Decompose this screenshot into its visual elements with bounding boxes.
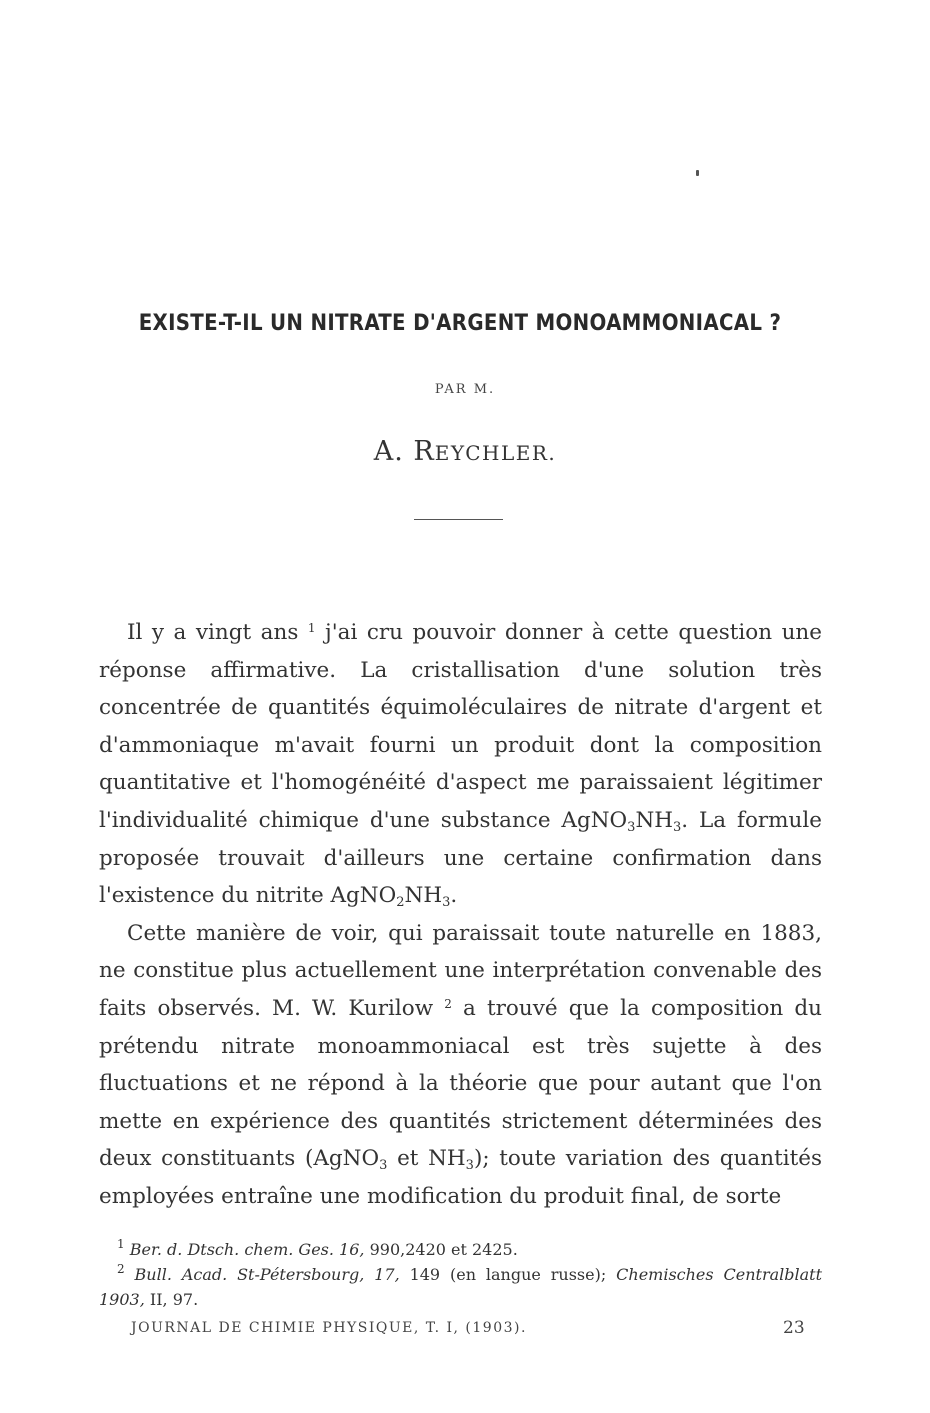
footnote-1	[99, 1237, 822, 1262]
paragraph-1	[99, 614, 822, 915]
text-run: a trouvé que la composition du prétendu nitrate monoammoniacal est très sujette à des fluctuations et ne répond à la théorie que pour autant que l'on mette en expérience des quantités strictement déterminées des deux constituants (AgNO	[99, 995, 823, 1172]
text-run: Cette manière de voir, qui paraissait toute naturelle en 1883, ne constitue plus actuellement une interprétation convenable des faits observés. M. W. Kurilow	[99, 920, 822, 1021]
footnote-mark: 1	[117, 1237, 125, 1251]
paragraph-2	[99, 915, 822, 1216]
subscript: 3	[673, 819, 682, 835]
byline: PAR M.	[434, 382, 496, 397]
subscript: 3	[442, 895, 451, 911]
citation-detail: 149 (en langue russe);	[399, 1265, 617, 1284]
subscript: 3	[627, 819, 636, 835]
running-footer: JOURNAL DE CHIMIE PHYSIQUE, T. I, (1903).	[131, 1320, 527, 1336]
subscript: 2	[396, 895, 405, 911]
text-run: et NH	[387, 1146, 466, 1172]
citation-source: Ber. d. Dtsch. chem. Ges. 16,	[129, 1240, 365, 1259]
page-number: 23	[783, 1318, 805, 1338]
article-title: EXISTE-T-IL UN NITRATE D'ARGENT MONOAMMONIACAL ?	[138, 311, 782, 336]
text-run: .	[450, 883, 458, 909]
text-run: NH	[404, 883, 443, 909]
ink-speck	[696, 170, 699, 176]
subscript: 3	[465, 1158, 474, 1174]
citation-detail: II, 97.	[144, 1290, 199, 1309]
footnote-ref-2: 2	[444, 996, 452, 1011]
citation-source: Bull. Acad. St-Pétersbourg, 17,	[134, 1265, 400, 1284]
footnote-mark: 2	[117, 1262, 125, 1276]
title-divider	[414, 519, 503, 520]
citation-source: Chemisches Centralblatt 1903,	[99, 1265, 823, 1309]
article-body	[99, 614, 822, 1216]
citation-detail: 990,2420 et 2425.	[364, 1240, 518, 1259]
text-run: Il y a vingt ans	[127, 620, 308, 645]
text-run: ); toute variation des quantités employées entraîne une modification du produit final, de sorte	[99, 1146, 822, 1209]
author-initial: A. R	[373, 436, 435, 467]
author-surname-rest: EYCHLER.	[434, 441, 557, 465]
footnote-ref-1: 1	[307, 621, 316, 635]
text-run: NH	[635, 807, 674, 833]
text-run: j'ai cru pouvoir donner à cette question une réponse affirmative. La cristallisation d'une solution très concentrée de quantités équimoléculaires de nitrate d'argent et d'ammoniaque m'avait fourni un produit dont la composition quantitative et l'homogénéité d'aspect me paraissaient légitimer l'individualité chimique d'une substance AgNO	[99, 620, 822, 833]
author-name	[0, 436, 930, 467]
footnote-2	[99, 1262, 822, 1312]
subscript: 3	[379, 1158, 388, 1174]
text-run: . La formule proposée trouvait d'ailleurs une certaine confirmation dans l'existence du nitrite AgNO	[99, 807, 822, 909]
